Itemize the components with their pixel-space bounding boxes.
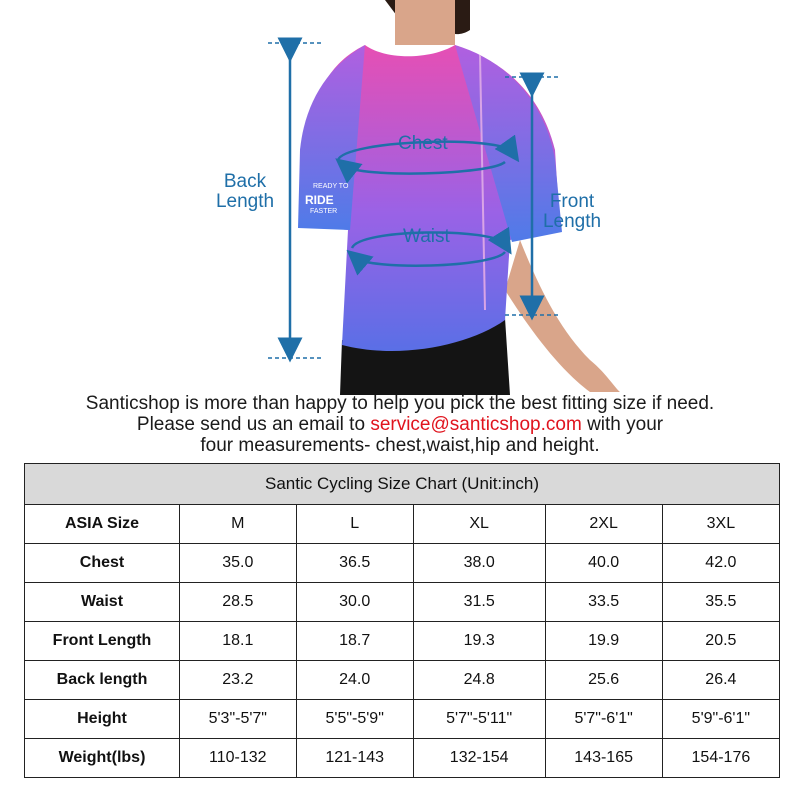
table-title-row xyxy=(25,464,780,505)
message-line-3: four measurements- chest,waist,hip and height. xyxy=(200,435,600,456)
sleeve-text-3: FASTER xyxy=(310,208,338,215)
table-cell: 110-132 xyxy=(180,739,297,778)
size-chart-table xyxy=(24,463,780,778)
message-line-2-post: with your xyxy=(581,414,664,435)
table-cell: 5'7"-5'11" xyxy=(413,700,545,739)
back-length-label-line1: Back xyxy=(223,171,267,192)
table-cell: 30.0 xyxy=(296,583,413,622)
table-cell: 35.0 xyxy=(180,544,297,583)
table-cell: 5'7"-6'1" xyxy=(545,700,662,739)
help-message xyxy=(0,393,800,456)
front-length-label xyxy=(532,192,612,232)
table-header-row xyxy=(25,505,780,544)
table-cell: 121-143 xyxy=(296,739,413,778)
header-cell: 2XL xyxy=(545,505,662,544)
table-cell: 23.2 xyxy=(180,661,297,700)
back-length-label xyxy=(205,172,285,212)
table-cell: 28.5 xyxy=(180,583,297,622)
header-cell: ASIA Size xyxy=(25,505,180,544)
table-row xyxy=(25,661,780,700)
row-label: Front Length xyxy=(25,622,180,661)
table-cell: 42.0 xyxy=(662,544,779,583)
header-cell: 3XL xyxy=(662,505,779,544)
header-cell: M xyxy=(180,505,297,544)
header-cell: L xyxy=(296,505,413,544)
row-label: Back length xyxy=(25,661,180,700)
table-cell: 19.3 xyxy=(413,622,545,661)
table-cell: 35.5 xyxy=(662,583,779,622)
jersey-illustration xyxy=(0,0,800,395)
table-cell: 26.4 xyxy=(662,661,779,700)
sleeve-text-2: RIDE xyxy=(305,193,334,207)
table-cell: 143-165 xyxy=(545,739,662,778)
table-title: Santic Cycling Size Chart (Unit:inch) xyxy=(25,464,780,505)
back-length-label-line2: Length xyxy=(215,191,275,212)
neck xyxy=(395,0,455,45)
message-line-1: Santicshop is more than happy to help you pick the best fitting size if need. xyxy=(85,393,715,414)
front-length-label-line2: Length xyxy=(542,211,602,232)
table-row xyxy=(25,544,780,583)
model-figure xyxy=(0,0,800,395)
table-cell: 31.5 xyxy=(413,583,545,622)
table-cell: 154-176 xyxy=(662,739,779,778)
table-cell: 33.5 xyxy=(545,583,662,622)
table-cell: 25.6 xyxy=(545,661,662,700)
table-cell: 19.9 xyxy=(545,622,662,661)
table-cell: 5'5"-5'9" xyxy=(296,700,413,739)
table-cell: 20.5 xyxy=(662,622,779,661)
message-line-2-pre: Please send us an email to xyxy=(136,414,371,435)
front-length-label-line1: Front xyxy=(549,191,595,212)
row-label: Height xyxy=(25,700,180,739)
arm xyxy=(505,240,620,392)
table-cell: 18.7 xyxy=(296,622,413,661)
table-row xyxy=(25,583,780,622)
row-label: Waist xyxy=(25,583,180,622)
table-cell: 18.1 xyxy=(180,622,297,661)
table-cell: 5'9"-6'1" xyxy=(662,700,779,739)
message-line-2 xyxy=(0,414,800,435)
row-label: Chest xyxy=(25,544,180,583)
chest-label: Chest xyxy=(398,133,448,154)
sleeve-text-1: READY TO xyxy=(313,183,349,190)
row-label: Weight(lbs) xyxy=(25,739,180,778)
header-cell: XL xyxy=(413,505,545,544)
email-link[interactable]: service@santicshop.com xyxy=(370,414,582,435)
table-cell: 40.0 xyxy=(545,544,662,583)
table-row xyxy=(25,622,780,661)
table-cell: 36.5 xyxy=(296,544,413,583)
table-row xyxy=(25,700,780,739)
table-cell: 132-154 xyxy=(413,739,545,778)
table-cell: 24.0 xyxy=(296,661,413,700)
table-cell: 38.0 xyxy=(413,544,545,583)
waist-label: Waist xyxy=(403,226,450,247)
table-row xyxy=(25,739,780,778)
table-cell: 24.8 xyxy=(413,661,545,700)
table-cell: 5'3"-5'7" xyxy=(180,700,297,739)
